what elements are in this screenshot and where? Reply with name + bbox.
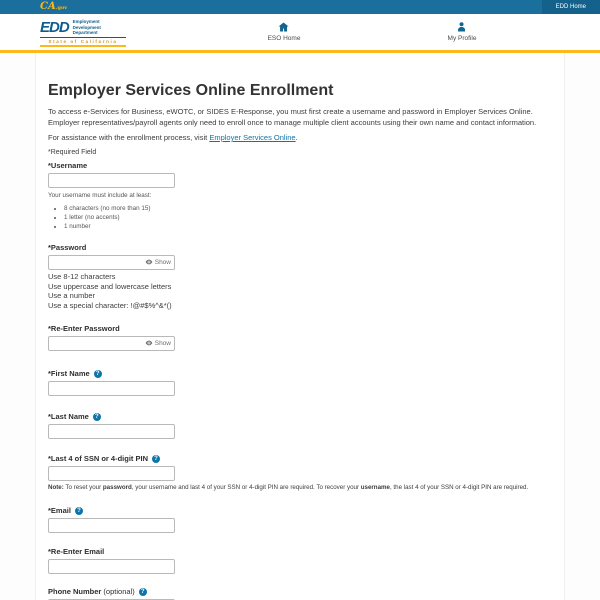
person-icon — [448, 20, 477, 32]
edd-logo[interactable] — [40, 19, 126, 47]
username-label: *Username — [48, 161, 88, 170]
ssn-pin-help-icon[interactable]: ? — [152, 455, 160, 463]
username-input[interactable] — [48, 173, 175, 188]
reenter-password-input-wrap — [48, 336, 175, 351]
first-name-input[interactable] — [48, 381, 175, 396]
last-name-label: *Last Name — [48, 412, 89, 421]
ssn-pin-input[interactable] — [48, 466, 175, 481]
last-name-input[interactable] — [48, 424, 175, 439]
employer-services-online-link[interactable]: Employer Services Online — [209, 133, 296, 142]
edd-home-link[interactable]: EDD Home — [542, 0, 600, 14]
password-show-button[interactable] — [145, 258, 174, 268]
reenter-email-field-group — [48, 547, 552, 574]
ssn-pin-field-group — [48, 454, 552, 492]
reenter-password-input[interactable] — [49, 339, 145, 348]
main-content — [35, 53, 565, 600]
email-label: *Email — [48, 506, 71, 515]
home-icon — [268, 20, 301, 32]
first-name-help-icon[interactable]: ? — [94, 370, 102, 378]
eye-icon — [145, 258, 153, 268]
required-field-note: *Required Field — [48, 149, 97, 156]
assistance-suffix: . — [295, 133, 298, 142]
nav-eso-home-label: ESO Home — [267, 35, 301, 42]
first-name-field-group — [48, 369, 552, 396]
page-title: Employer Services Online Enrollment — [48, 82, 334, 99]
phone-field-group — [48, 587, 552, 600]
edd-logo-acronym: EDD — [40, 18, 69, 36]
password-hint: Use a special character: !@#$%^&*() — [48, 300, 172, 310]
reenter-password-show-label: Show — [154, 340, 171, 347]
email-help-icon[interactable]: ? — [75, 507, 83, 515]
reenter-email-label: *Re-Enter Email — [48, 547, 105, 556]
assistance-text: For assistance with the enrollment process, visit — [48, 133, 210, 142]
password-hint: Use a number — [48, 291, 96, 300]
ca-gov-logo-gov: .gov — [55, 4, 68, 11]
phone-label: Phone Number (optional) — [48, 587, 135, 596]
username-hint-item: • 8 characters (no more than 15) — [64, 204, 552, 213]
nav-my-profile[interactable] — [448, 20, 477, 42]
edd-logo-state-text: State of California — [40, 38, 126, 47]
username-hint-item: • 1 letter (no accents) — [64, 213, 552, 222]
ssn-pin-note: Note: To reset your password, your username and last 4 of your SSN or 4-digit PIN are required. To recover your username, the last 4 of your SSN or 4-digit PIN are required. — [48, 484, 529, 491]
first-name-label: *First Name — [48, 369, 90, 378]
edd-logo-department-text: Employment Development Department — [72, 19, 101, 35]
ca-gov-logo-ca: CA — [40, 0, 56, 12]
top-utility-bar — [0, 0, 600, 14]
nav-eso-home[interactable] — [268, 20, 301, 42]
eye-icon — [145, 339, 153, 349]
username-hint-list — [64, 204, 552, 231]
password-hint: Use uppercase and lowercase letters — [48, 281, 172, 291]
ssn-pin-label: *Last 4 of SSN or 4-digit PIN — [48, 454, 149, 463]
ca-gov-logo[interactable] — [40, 0, 67, 15]
password-show-label: Show — [154, 259, 171, 266]
reenter-password-field-group — [48, 324, 552, 351]
nav-my-profile-label: My Profile — [447, 35, 477, 42]
reenter-password-label: *Re-Enter Password — [48, 324, 120, 333]
password-input[interactable] — [49, 258, 145, 267]
password-hint: Use 8-12 characters — [48, 272, 116, 281]
reenter-email-input[interactable] — [48, 559, 175, 574]
password-field-group — [48, 243, 552, 310]
username-hint-item: • 1 number — [64, 222, 552, 231]
edd-logo-top — [40, 19, 126, 38]
password-input-wrap — [48, 255, 175, 270]
phone-help-icon[interactable]: ? — [139, 588, 147, 596]
email-input[interactable] — [48, 518, 175, 533]
intro-paragraph: To access e-Services for Business, eWOTC, or SIDES E-Response, you must first create a username and password in Employer Services Online. Employer representatives/payroll agents only need to enroll once to manage multiple client accounts using their own name and contact information. — [48, 107, 537, 127]
phone-optional-text: (optional) — [101, 587, 135, 596]
password-label: *Password — [48, 243, 87, 252]
username-field-group — [48, 161, 552, 231]
username-hint-title: Your username must include at least: — [48, 192, 152, 199]
last-name-help-icon[interactable]: ? — [93, 413, 101, 421]
assistance-paragraph — [48, 133, 552, 143]
email-field-group — [48, 506, 552, 533]
password-hints — [48, 272, 552, 310]
reenter-password-show-button[interactable] — [145, 339, 174, 349]
last-name-field-group — [48, 412, 552, 439]
site-header — [0, 14, 600, 53]
